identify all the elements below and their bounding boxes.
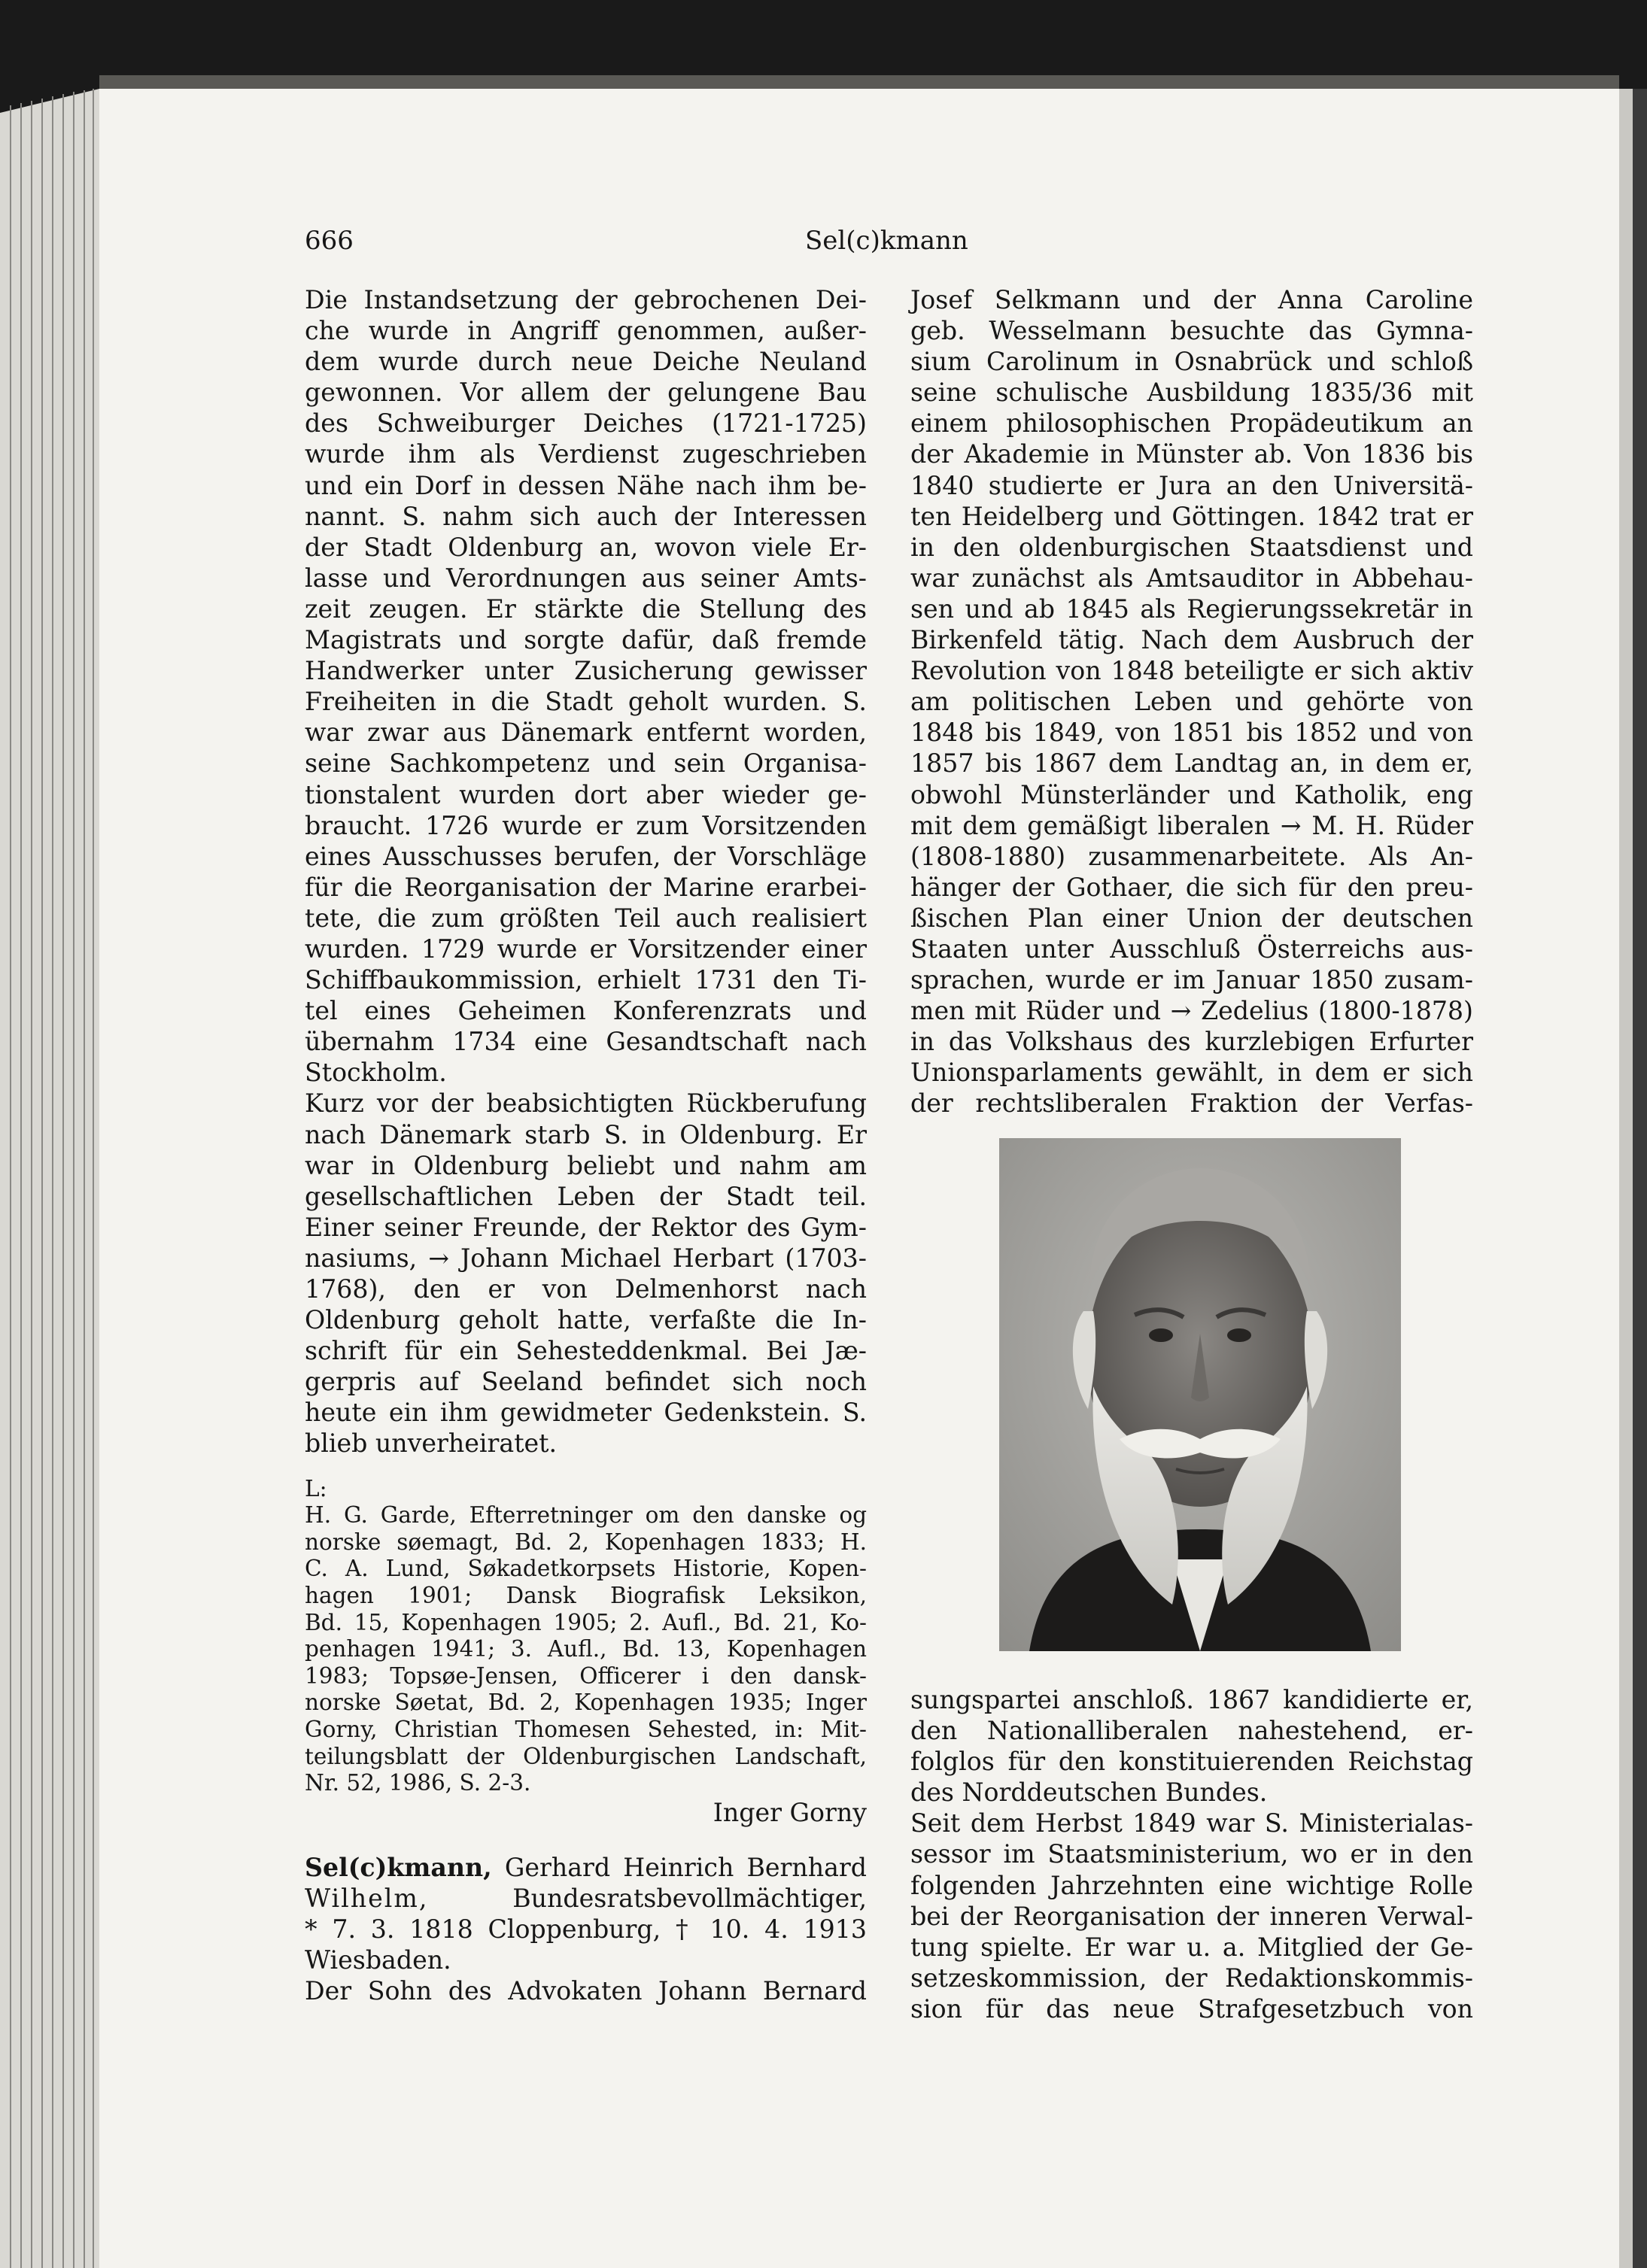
- text-line: penhagen 1941; 3. Aufl., Bd. 13, Kopenhagen: [305, 1636, 867, 1662]
- text-line: lasse und Verordnungen aus seiner Amts-: [305, 563, 867, 593]
- text-line: seine schulische Ausbildung 1835/36 mit: [910, 378, 1473, 408]
- text-line: dem wurde durch neue Deiche Neuland: [305, 347, 867, 377]
- text-line: 1857 bis 1867 dem Landtag an, in dem er,: [910, 748, 1473, 779]
- text-line: des Norddeutschen Bundes.: [910, 1778, 1268, 1808]
- text-line: Magistrats und sorgte dafür, daß fremde: [305, 625, 867, 655]
- text-line: schrift für ein Sehesteddenkmal. Bei Jæ-: [305, 1336, 867, 1366]
- text-line: Birkenfeld tätig. Nach dem Ausbruch der: [910, 625, 1473, 655]
- text-line: Staaten unter Ausschluß Österreichs aus-: [910, 934, 1473, 964]
- text-line: des Schweiburger Deiches (1721-1725): [305, 408, 867, 439]
- text-line: übernahm 1734 eine Gesandtschaft nach: [305, 1027, 867, 1057]
- left-paragraph-2: [305, 1088, 867, 1459]
- text-line: hänger der Gothaer, die sich für den preu-: [910, 872, 1473, 902]
- text-line: folgenden Jahrzehnten eine wichtige Rolle: [910, 1870, 1473, 1900]
- text-line: hagen 1901; Dansk Biografisk Leksikon,: [305, 1582, 867, 1608]
- right-column: [910, 284, 1473, 1119]
- entry-given-name-last: Wilhelm,: [305, 1883, 429, 1913]
- left-column: [305, 284, 867, 2006]
- text-line: gerpris auf Seeland befindet sich noch: [305, 1367, 867, 1397]
- text-line: H. G. Garde, Efterretninger om den danske og: [305, 1502, 867, 1529]
- new-entry: [305, 1852, 867, 2006]
- text-line: Nr. 52, 1986, S. 2-3.: [305, 1770, 531, 1796]
- text-line: Kurz vor der beabsichtigten Rückberufung: [305, 1088, 867, 1119]
- text-line: nasiums, → Johann Michael Herbart (1703-: [305, 1243, 867, 1273]
- portrait-photo-icon: [999, 1138, 1401, 1651]
- text-line: heute ein ihm gewidmeter Gedenkstein. S.: [305, 1398, 867, 1428]
- text-line: norske Søetat, Bd. 2, Kopenhagen 1935; Inger: [305, 1690, 867, 1716]
- text-line: men mit Rüder und → Zedelius (1800-1878): [910, 996, 1473, 1026]
- entry-headword: Sel(c)kmann,: [305, 1852, 492, 1882]
- text-line: folglos für den konstituierenden Reichstag: [910, 1747, 1473, 1777]
- text-line: setzeskommission, der Redaktionskommis-: [910, 1963, 1473, 1993]
- text-line: nannt. S. nahm sich auch der Interessen: [305, 501, 867, 531]
- text-line: war in Oldenburg beliebt und nahm am: [305, 1150, 867, 1180]
- right-paragraph-1: [910, 284, 1473, 1119]
- text-line: sessor im Staatsministerium, wo er in den: [910, 1839, 1473, 1869]
- text-line: 1983; Topsøe-Jensen, Officerer i den dansk-: [305, 1662, 867, 1689]
- text-line: ten Heidelberg und Göttingen. 1842 trat er: [910, 501, 1473, 531]
- text-line: Gorny, Christian Thomesen Sehested, in: Mit-: [305, 1716, 867, 1742]
- text-line: am politischen Leben und gehörte von: [910, 687, 1473, 717]
- text-line: einem philosophischen Propädeutikum an: [910, 408, 1473, 439]
- entry-line-2: [305, 1883, 867, 1914]
- article-author: Inger Gorny: [713, 1797, 867, 1827]
- text-line: sprachen, wurde er im Januar 1850 zusam-: [910, 965, 1473, 995]
- text-line: Seit dem Herbst 1849 war S. Ministerialas-: [910, 1808, 1473, 1838]
- entry-birth-death: * 7. 3. 1818 Cloppenburg, † 10. 4. 1913: [305, 1914, 867, 1944]
- text-line: der rechtsliberalen Fraktion der Verfas-: [910, 1088, 1473, 1119]
- text-line: der Stadt Oldenburg an, wovon viele Er-: [305, 532, 867, 562]
- text-line: sen und ab 1845 als Regierungssekretär in: [910, 594, 1473, 624]
- text-line: mit dem gemäßigt liberalen → M. H. Rüder: [910, 810, 1473, 840]
- text-line: C. A. Lund, Søkadetkorpsets Historie, Kopen-: [305, 1556, 867, 1582]
- text-line: und ein Dorf in dessen Nähe nach ihm be-: [305, 470, 867, 500]
- text-line: in das Volkshaus des kurzlebigen Erfurter: [910, 1027, 1473, 1057]
- text-line: Die Instandsetzung der gebrochenen Dei-: [305, 285, 867, 314]
- text-line: Bd. 15, Kopenhagen 1905; 2. Aufl., Bd. 21, Ko-: [305, 1609, 867, 1635]
- text-line: nach Dänemark starb S. in Oldenburg. Er: [305, 1119, 867, 1149]
- text-line: Freiheiten in die Stadt geholt wurden. S.: [305, 687, 867, 717]
- text-line: tete, die zum größten Teil auch realisiert: [305, 903, 867, 933]
- entry-occupation: Bundesratsbevollmächtiger,: [512, 1883, 867, 1913]
- right-paragraph-2: [910, 1684, 1473, 1808]
- text-line: obwohl Münsterländer und Katholik, eng: [910, 779, 1473, 809]
- text-line: sion für das neue Strafgesetzbuch von: [910, 1993, 1473, 2024]
- text-line: gesellschaftlichen Leben der Stadt teil.: [305, 1181, 867, 1211]
- text-line: zeit zeugen. Er stärkte die Stellung des: [305, 594, 867, 624]
- text-line: gewonnen. Vor allem der gelungene Bau: [305, 378, 867, 408]
- text-line: wurden. 1729 wurde er Vorsitzender einer: [305, 934, 867, 964]
- page-number: 666: [305, 226, 354, 256]
- text-line: tel eines Geheimen Konferenzrats und: [305, 996, 867, 1026]
- text-line: tionstalent wurden dort aber wieder ge-: [305, 779, 867, 809]
- entry-death-place: Wiesbaden.: [305, 1945, 451, 1975]
- entry-text-start: Der Sohn des Advokaten Johann Bernard: [305, 1976, 867, 2006]
- text-line: Revolution von 1848 beteiligte er sich aktiv: [910, 656, 1473, 686]
- text-line: Stockholm.: [305, 1058, 447, 1088]
- right-column-lower: [910, 1684, 1473, 2024]
- text-line: Schiffbaukommission, erhielt 1731 den Ti-: [305, 965, 867, 995]
- entry-line-1: [305, 1852, 867, 1883]
- text-line: 1768), den er von Delmenhorst nach: [305, 1274, 867, 1304]
- text-line: che wurde in Angriff genommen, außer-: [305, 316, 867, 346]
- text-line: eines Ausschusses berufen, der Vorschläge: [305, 841, 867, 871]
- text-line: sium Carolinum in Osnabrück und schloß: [910, 347, 1473, 377]
- text-line: braucht. 1726 wurde er zum Vorsitzenden: [305, 810, 867, 840]
- entry-given-names: Gerhard Heinrich Bernhard: [491, 1852, 867, 1882]
- text-line: Handwerker unter Zusicherung gewisser: [305, 656, 867, 686]
- text-line: (1808-1880) zusammenarbeitete. Als An-: [910, 841, 1473, 871]
- text-line: blieb unverheiratet.: [305, 1429, 558, 1459]
- right-paragraph-3: [910, 1808, 1473, 2024]
- text-line: für die Reorganisation der Marine erarbei-: [305, 872, 867, 902]
- text-line: in den oldenburgischen Staatsdienst und: [910, 532, 1473, 562]
- literature-label: L:: [305, 1475, 327, 1501]
- left-paragraph-1: [305, 284, 867, 1088]
- text-line: seine Sachkompetenz und sein Organisa-: [305, 748, 867, 779]
- text-line: tung spielte. Er war u. a. Mitglied der Ge-: [910, 1932, 1473, 1962]
- text-line: teilungsblatt der Oldenburgischen Landschaft,: [305, 1743, 867, 1769]
- text-line: der Akademie in Münster ab. Von 1836 bis: [910, 439, 1473, 469]
- text-line: war zunächst als Amtsauditor in Abbehau-: [910, 563, 1473, 593]
- text-line: 1848 bis 1849, von 1851 bis 1852 und von: [910, 718, 1473, 748]
- running-title: Sel(c)kmann: [805, 226, 968, 256]
- text-line: war zwar aus Dänemark entfernt worden,: [305, 718, 867, 748]
- text-line: den Nationalliberalen nahestehend, er-: [910, 1716, 1473, 1746]
- text-line: Einer seiner Freunde, der Rektor des Gym-: [305, 1212, 867, 1242]
- text-line: Oldenburg geholt hatte, verfaßte die In-: [305, 1305, 867, 1335]
- text-line: bei der Reorganisation der inneren Verwal-: [910, 1901, 1473, 1931]
- text-line: norske søemagt, Bd. 2, Kopenhagen 1833; H.: [305, 1529, 867, 1555]
- text-line: sungspartei anschloß. 1867 kandidierte er,: [910, 1685, 1473, 1714]
- literature-list: [305, 1502, 867, 1797]
- text-line: wurde ihm als Verdienst zugeschrieben: [305, 439, 867, 469]
- text-line: 1840 studierte er Jura an den Universitä-: [910, 470, 1473, 500]
- text-line: Unionsparlaments gewählt, in dem er sich: [910, 1058, 1473, 1088]
- text-line: ßischen Plan einer Union der deutschen: [910, 903, 1473, 933]
- text-line: geb. Wesselmann besuchte das Gymna-: [910, 316, 1473, 346]
- portrait-photo: [999, 1138, 1401, 1651]
- text-line: Josef Selkmann und der Anna Caroline: [910, 285, 1473, 314]
